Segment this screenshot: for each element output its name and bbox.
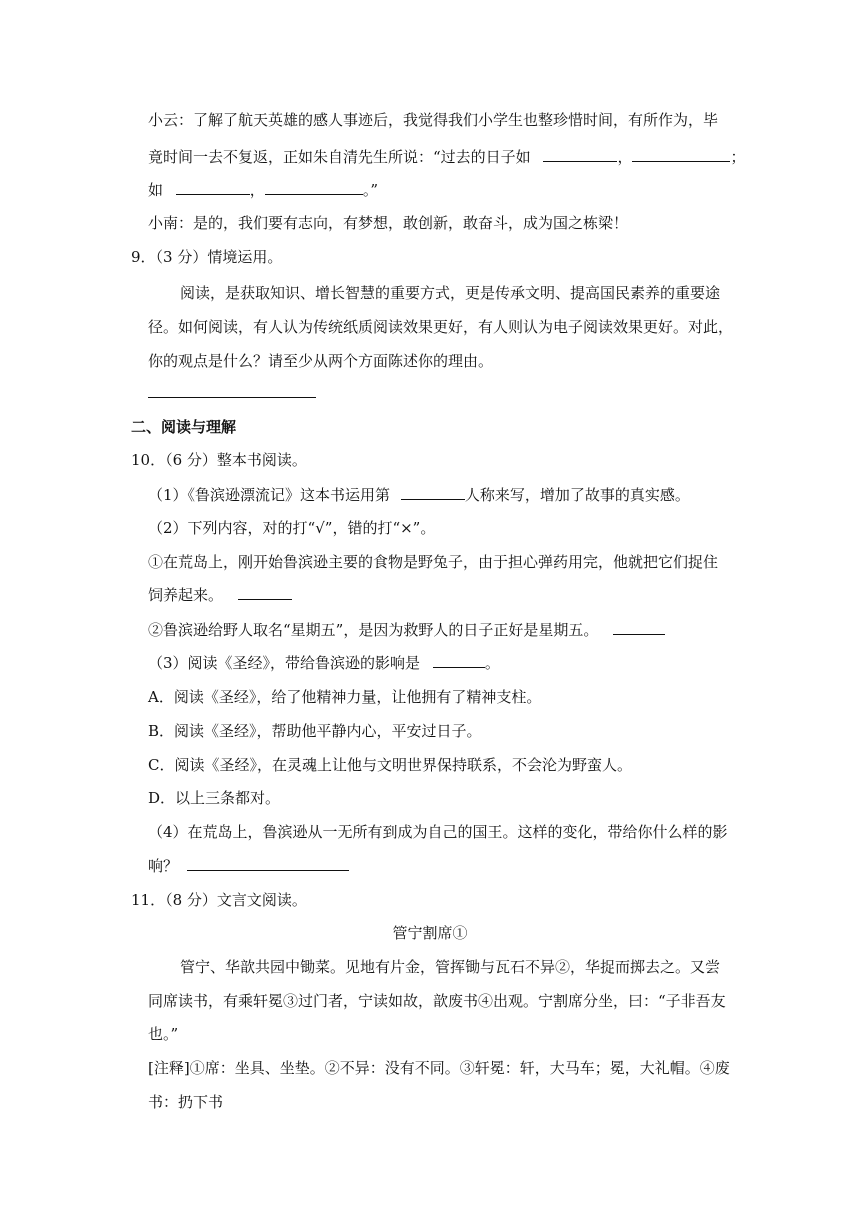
q11-title: 11．（8 分）文言文阅读。 bbox=[131, 891, 307, 909]
answer-blank[interactable] bbox=[543, 147, 617, 162]
text: 。 bbox=[484, 654, 500, 672]
text: 竟时间一去不复返，正如朱自清先生所说：“过去的日子如 bbox=[148, 148, 531, 166]
q9-paragraph-line1: 阅读，是获取知识、增长智慧的重要方式，更是传承文明、提高国民素养的重要途 bbox=[180, 284, 721, 302]
text: 小云：了解了航天英雄的感人事迹后，我觉得我们小学生也整珍惜时间，有所作为，毕 bbox=[148, 111, 719, 129]
dialogue-xiaoyun-line1 bbox=[148, 110, 718, 130]
q10-option-b: B．阅读《圣经》，帮助他平静内心，平安过日子。 bbox=[148, 722, 482, 740]
q10-sub4-line2 bbox=[148, 856, 349, 876]
answer-blank[interactable] bbox=[613, 620, 665, 635]
dialogue-xiaonan bbox=[148, 213, 628, 233]
answer-blank[interactable] bbox=[148, 383, 316, 398]
q9-paragraph-line3: 你的观点是什么？请至少从两个方面陈述你的理由。 bbox=[148, 352, 494, 370]
answer-blank[interactable] bbox=[238, 585, 292, 600]
answer-blank[interactable] bbox=[632, 147, 730, 162]
q10-option-a: A．阅读《圣经》，给了他精神力量，让他拥有了精神支柱。 bbox=[148, 688, 542, 706]
text: 小南：是的，我们要有志向，有梦想，敢创新，敢奋斗，成为国之栋梁！ bbox=[148, 214, 629, 232]
passage-line2: 同席读书，有乘轩冕③过门者，宁读如故，歆废书④出观。宁割席分坐，曰：“子非吾友 bbox=[148, 992, 726, 1010]
q9-answer-line[interactable] bbox=[148, 383, 316, 403]
q10-title: 10．（6 分）整本书阅读。 bbox=[131, 451, 307, 469]
passage-line1: 管宁、华歆共园中锄菜。见地有片金，管挥锄与瓦石不异②，华捉而掷去之。又尝 bbox=[180, 958, 721, 976]
text: ， bbox=[249, 181, 265, 199]
q10-sub2: （2）下列内容，对的打“√”，错的打“×”。 bbox=[148, 519, 436, 537]
q10-sub4-line1: （4）在荒岛上，鲁滨逊从一无所有到成为自己的国王。这样的变化，带给你什么样的影 bbox=[148, 823, 728, 841]
answer-blank[interactable] bbox=[433, 653, 485, 668]
text: ②鲁滨逊给野人取名“星期五”，是因为救野人的日子正好是星期五。 bbox=[148, 621, 599, 639]
passage-line3: 也。” bbox=[148, 1025, 179, 1043]
text: （1）《鲁滨逊漂流记》这本书运用第 bbox=[148, 486, 391, 504]
passage-title: 管宁割席① bbox=[392, 924, 468, 942]
dialogue-xiaoyun-line3 bbox=[148, 180, 378, 200]
section-title: 二、阅读与理解 bbox=[131, 418, 237, 436]
text: 。” bbox=[362, 181, 378, 199]
q10-item1-line2 bbox=[148, 585, 292, 605]
text: ， bbox=[617, 148, 633, 166]
annotation-line1: [注释]①席：坐具、坐垫。②不异：没有不同。③轩冕：轩，大马车；冕，大礼帽。④废 bbox=[148, 1059, 730, 1077]
answer-blank[interactable] bbox=[187, 856, 349, 871]
answer-blank[interactable] bbox=[265, 180, 363, 195]
q10-sub1 bbox=[148, 485, 690, 505]
text: （3）阅读《圣经》，带给鲁滨逊的影响是 bbox=[148, 654, 421, 672]
annotation-line2: 书：扔下书 bbox=[148, 1093, 224, 1111]
answer-blank[interactable] bbox=[401, 485, 465, 500]
q10-option-d: D．以上三条都对。 bbox=[148, 789, 281, 807]
dialogue-xiaoyun-line2 bbox=[148, 147, 745, 167]
answer-blank[interactable] bbox=[176, 180, 250, 195]
q10-option-c: C．阅读《圣经》，在灵魂上让他与文明世界保持联系，不会沦为野蛮人。 bbox=[148, 756, 632, 774]
text: 如 bbox=[148, 181, 164, 199]
text: 饲养起来。 bbox=[148, 586, 224, 604]
q9-title: 9．（3 分）情境运用。 bbox=[131, 248, 283, 266]
q10-item2 bbox=[148, 620, 665, 640]
q10-item1-line1: ①在荒岛上，刚开始鲁滨逊主要的食物是野兔子，由于担心弹药用完，他就把它们捉住 bbox=[148, 553, 719, 571]
text: ； bbox=[730, 148, 746, 166]
q9-paragraph-line2: 径。如何阅读，有人认为传统纸质阅读效果更好，有人则认为电子阅读效果更好。对此， bbox=[148, 318, 734, 336]
q10-sub3 bbox=[148, 653, 500, 673]
text: 响？ bbox=[148, 857, 179, 875]
text: 人称来写，增加了故事的真实感。 bbox=[464, 486, 690, 504]
